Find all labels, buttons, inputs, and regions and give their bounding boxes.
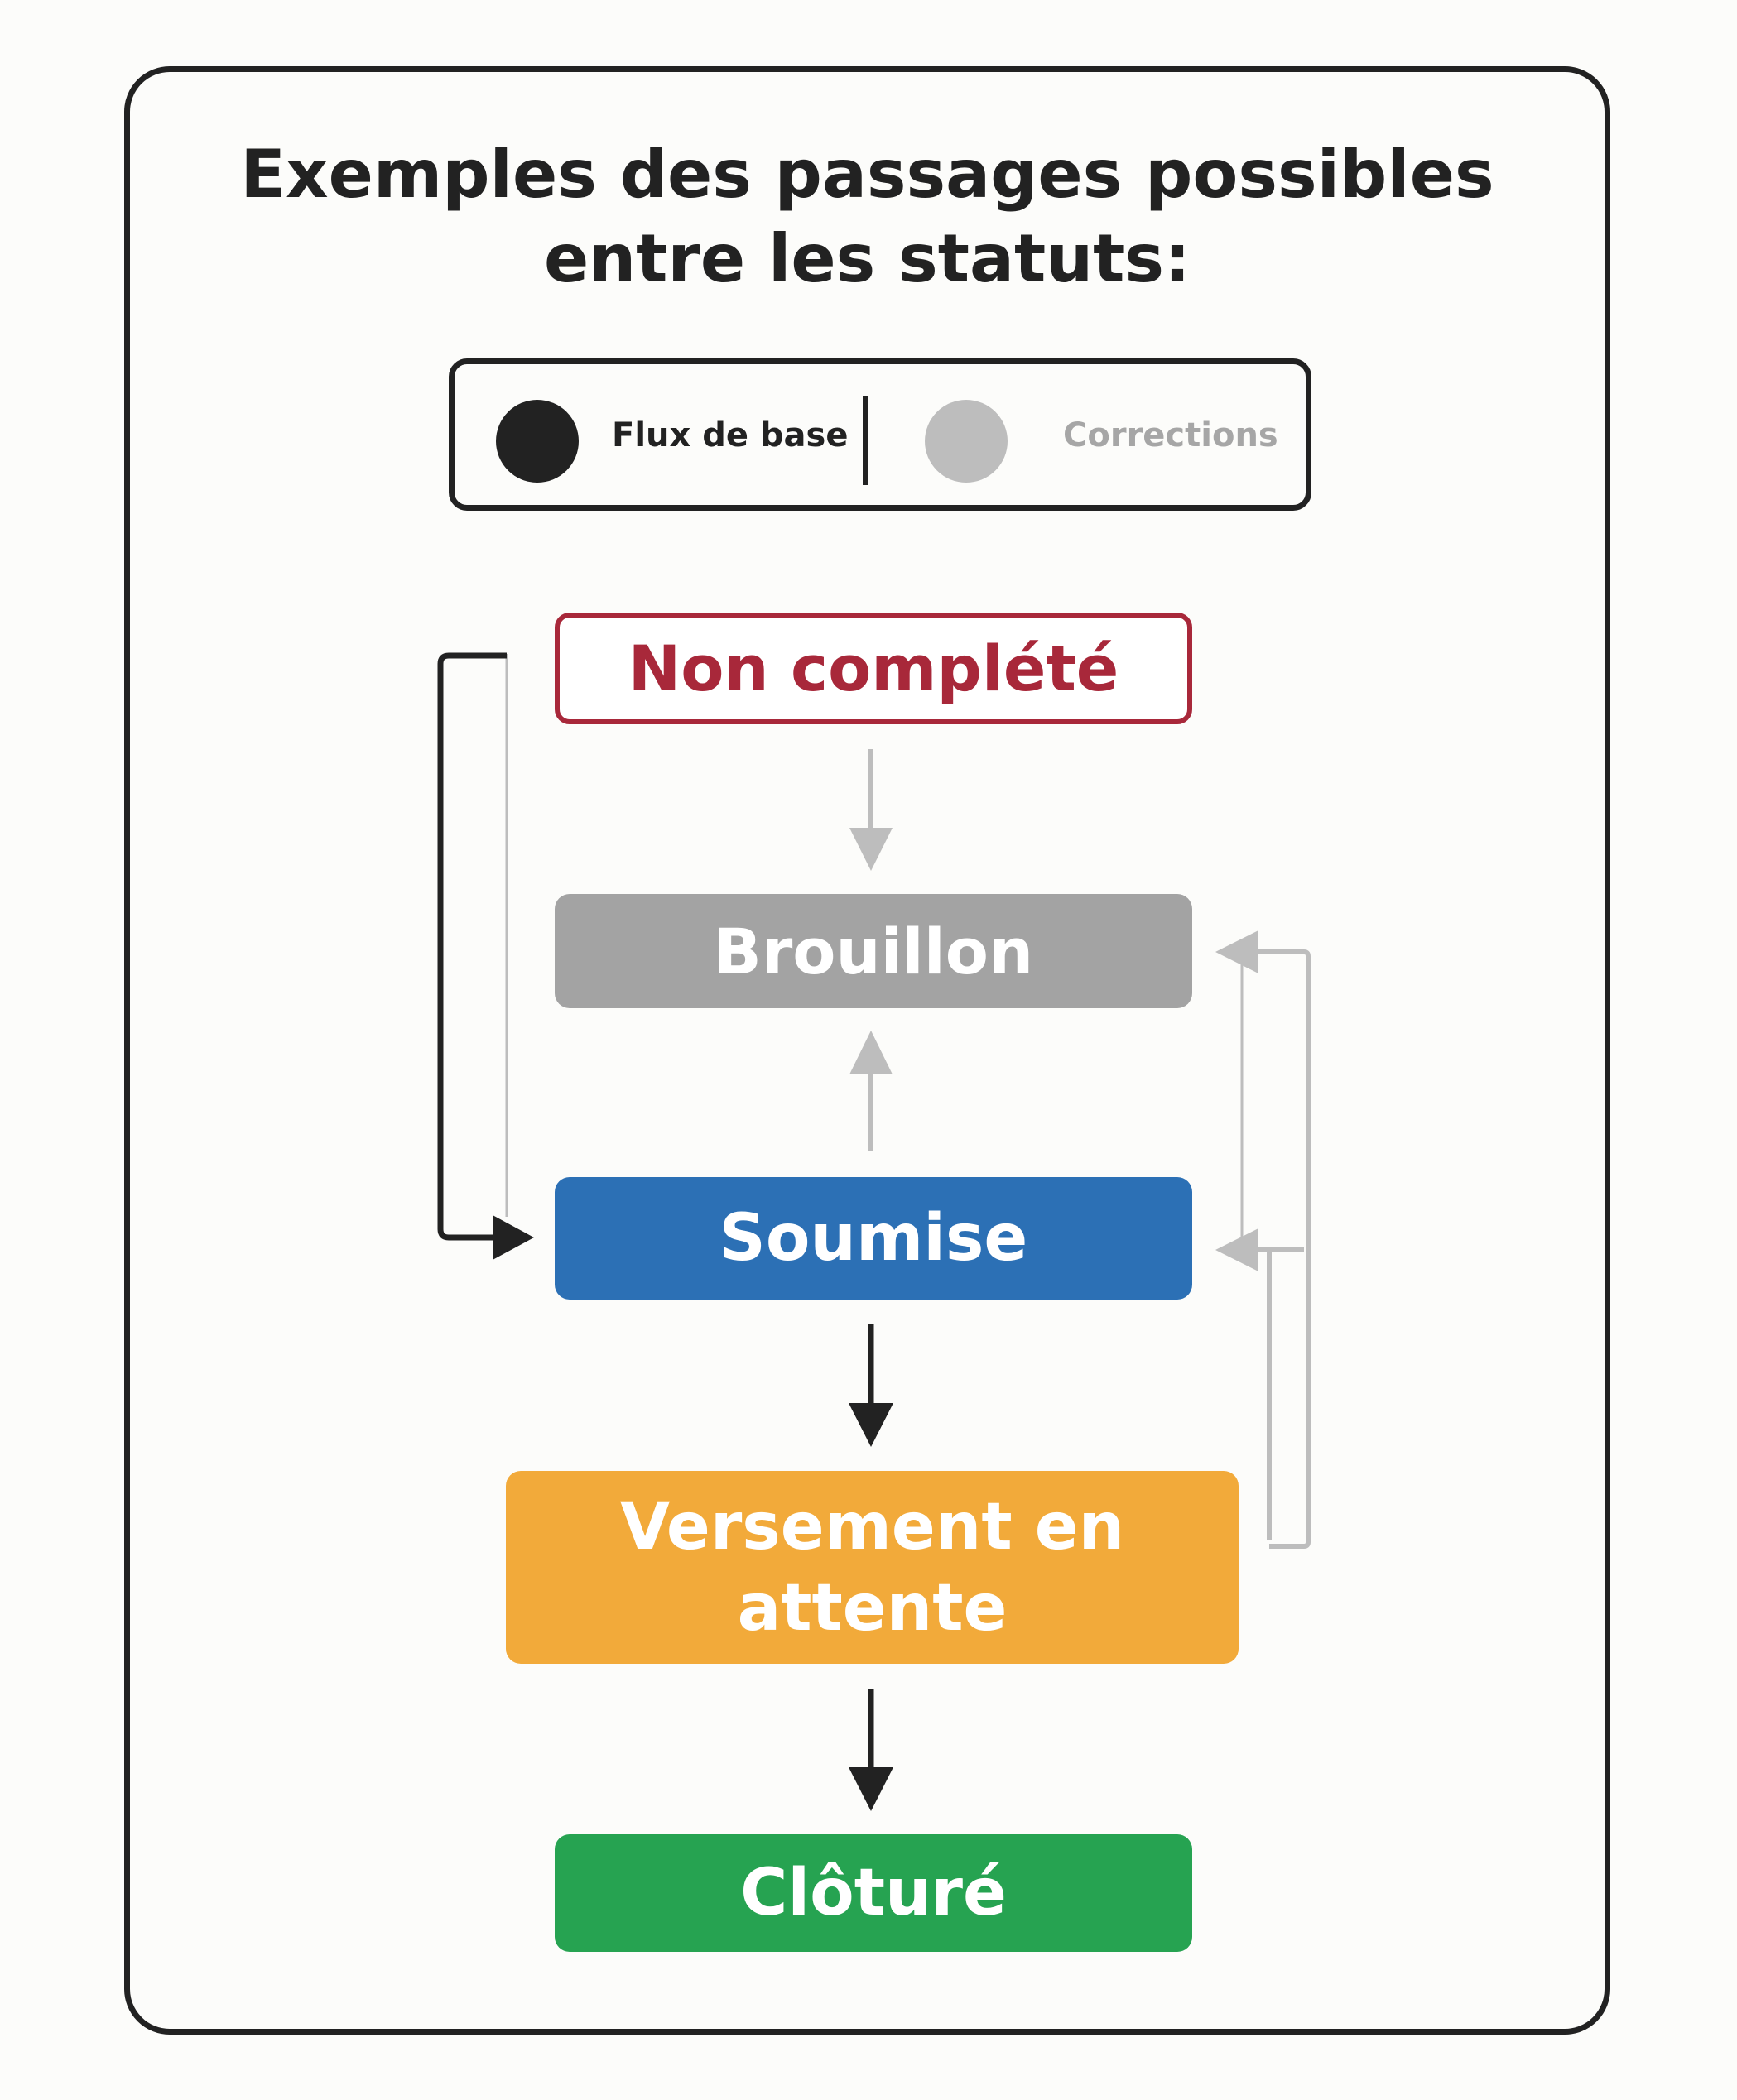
correction-arrows	[507, 654, 1308, 1546]
legend-base-label: Flux de base	[612, 416, 849, 454]
status-versement-en-attente	[506, 1471, 1239, 1664]
status-versement-line-2: attente	[737, 1570, 1008, 1646]
arrowhead-left-soumise	[1215, 1228, 1258, 1271]
status-cloture	[555, 1834, 1192, 1952]
status-versement-line-1: Versement en	[619, 1489, 1125, 1564]
status-non-complete-label: Non complété	[628, 632, 1119, 705]
status-brouillon	[555, 894, 1192, 1008]
status-non-complete	[555, 613, 1192, 724]
title-line-2: entre les statuts:	[543, 220, 1191, 297]
arrowhead-left-brouillon	[1215, 930, 1258, 973]
status-soumise	[555, 1177, 1192, 1300]
arrowhead-down-versement	[849, 1403, 893, 1447]
arrowhead-down-brouillon	[849, 828, 893, 871]
arrow-versement-to-soumise-path	[1269, 1250, 1304, 1540]
status-brouillon-label: Brouillon	[713, 914, 1034, 988]
status-soumise-label: Soumise	[719, 1201, 1028, 1276]
arrowhead-right-soumise	[493, 1215, 534, 1260]
status-cloture-label: Clôturé	[740, 1856, 1007, 1930]
arrowhead-up-brouillon	[849, 1031, 893, 1074]
arrow-non-complete-to-soumise-path	[440, 656, 507, 1237]
legend-corrections-label: Corrections	[1063, 416, 1278, 454]
title-line-1: Exemples des passages possibles	[240, 136, 1494, 213]
arrowhead-down-cloture	[849, 1767, 893, 1811]
